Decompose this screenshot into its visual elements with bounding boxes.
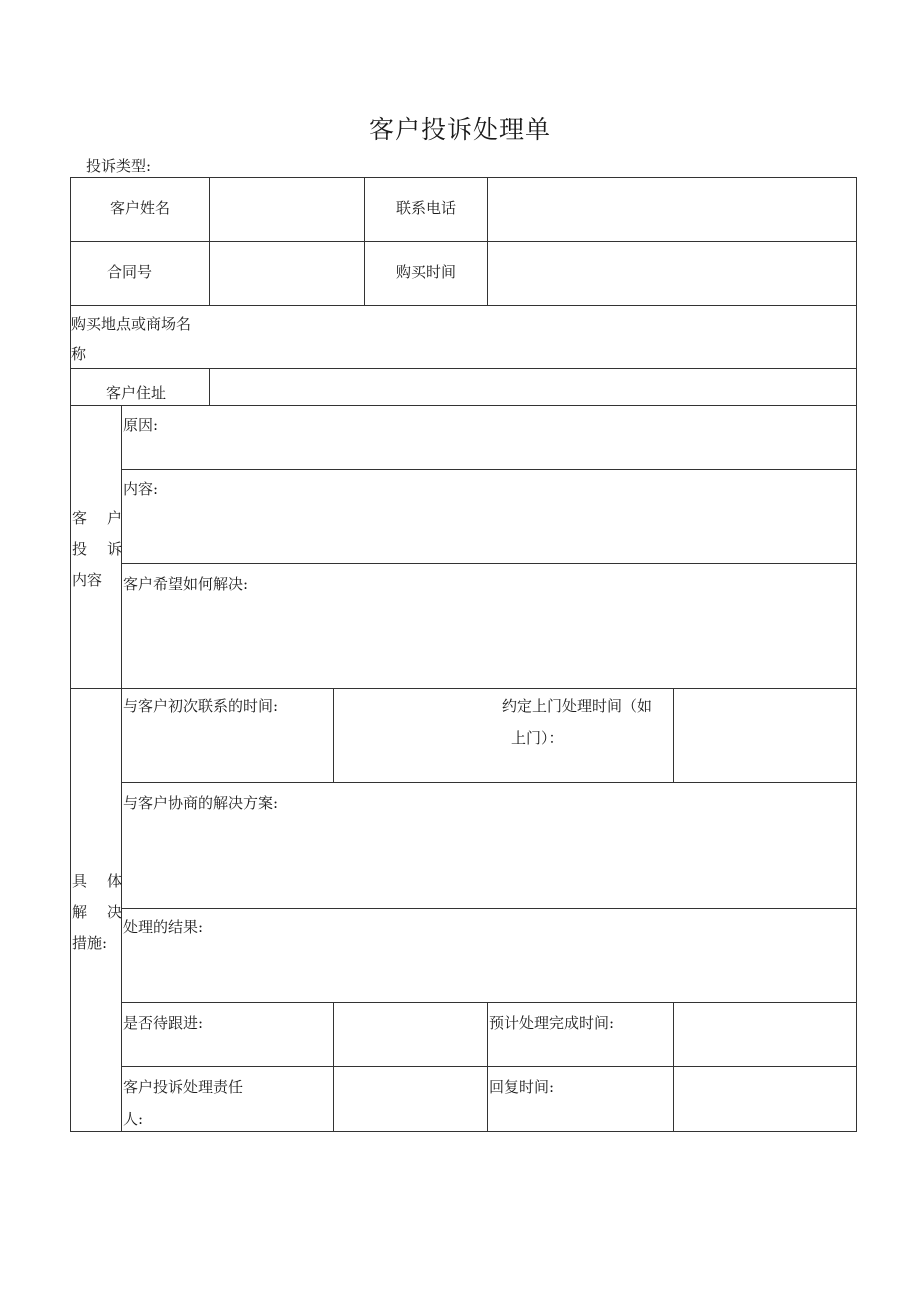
section-char: 投 xyxy=(72,540,88,558)
section-char: 诉 xyxy=(106,540,122,558)
grid-line xyxy=(487,1002,488,1132)
address-label: 客户住址 xyxy=(105,384,166,402)
first-contact-time-label: 与客户初次联系的时间: xyxy=(123,697,279,715)
grid-line xyxy=(70,177,857,178)
phone-label: 联系电话 xyxy=(395,199,456,217)
grid-line xyxy=(487,177,488,305)
grid-line xyxy=(121,563,857,564)
section-char: 解 xyxy=(72,903,88,921)
result-label: 处理的结果: xyxy=(123,918,204,936)
section-char: 具 xyxy=(72,872,88,890)
section-char: 户 xyxy=(106,509,122,527)
section-char: 体 xyxy=(106,872,122,890)
grid-line xyxy=(70,368,857,369)
grid-line xyxy=(70,1131,857,1132)
grid-line xyxy=(121,469,857,470)
grid-line xyxy=(209,177,210,305)
purchase-place-label-line1: 购买地点或商场名 xyxy=(71,315,192,333)
contract-no-label: 合同号 xyxy=(106,263,152,281)
grid-line xyxy=(121,1066,857,1067)
grid-line xyxy=(70,241,857,242)
grid-line xyxy=(121,1002,857,1003)
grid-line xyxy=(70,688,857,689)
page-title: 客户投诉处理单 xyxy=(368,115,551,144)
expected-completion-label: 预计处理完成时间: xyxy=(489,1014,615,1032)
section-char: 决 xyxy=(106,903,122,921)
measures-section-label xyxy=(72,866,122,959)
expectation-label: 客户希望如何解决: xyxy=(123,575,249,593)
section-char: 内容 xyxy=(72,571,103,589)
content-label: 内容: xyxy=(123,480,159,498)
grid-line xyxy=(121,782,857,783)
negotiated-solution-label: 与客户协商的解决方案: xyxy=(123,794,279,812)
grid-line xyxy=(673,688,674,782)
responsible-label-line1: 客户投诉处理责任 xyxy=(123,1078,244,1096)
responsible-label-line2: 人: xyxy=(123,1110,144,1128)
customer-name-label: 客户姓名 xyxy=(109,199,170,217)
visit-time-label-line1: 约定上门处理时间（如 xyxy=(502,697,653,715)
complaint-section-label xyxy=(72,503,122,596)
grid-line xyxy=(70,305,857,306)
grid-line xyxy=(856,177,857,1132)
grid-line xyxy=(673,1002,674,1132)
reply-time-label: 回复时间: xyxy=(489,1078,555,1096)
grid-line xyxy=(333,688,334,782)
complaint-type-label: 投诉类型: xyxy=(86,157,152,175)
grid-line xyxy=(209,368,210,405)
visit-time-label-line2: 上门）： xyxy=(511,729,564,747)
grid-line xyxy=(121,908,857,909)
purchase-time-label: 购买时间 xyxy=(395,263,456,281)
follow-up-label: 是否待跟进: xyxy=(123,1014,204,1032)
grid-line xyxy=(333,1002,334,1132)
purchase-place-label-line2: 称 xyxy=(71,345,87,363)
section-char: 措施: xyxy=(72,934,108,952)
section-char: 客 xyxy=(72,509,88,527)
reason-label: 原因: xyxy=(123,416,159,434)
